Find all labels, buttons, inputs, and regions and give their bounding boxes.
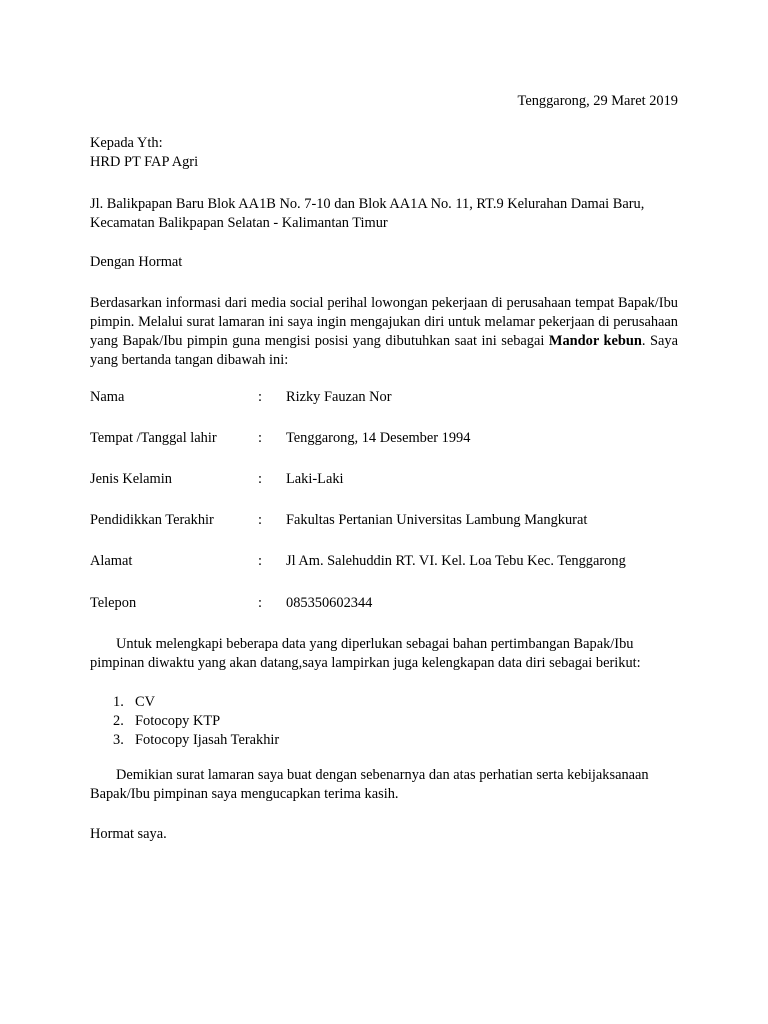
- detail-separator: :: [258, 595, 262, 611]
- list-number: 2.: [113, 713, 124, 729]
- detail-label: Jenis Kelamin: [90, 471, 172, 487]
- recipient-salutation: Kepada Yth:: [90, 135, 163, 151]
- detail-separator: :: [258, 512, 262, 528]
- detail-separator: :: [258, 471, 262, 487]
- intro-text-before: Berdasarkan informasi dari media social perihal lowongan pekerjaan di perusahaan tempat Bapak/Ibu pimpin. Melalui surat lamaran ini saya ingin mengajukan diri untuk melamar pekerjaan di perusahaan yang Bapak/Ibu pimpin guna mengisi posisi yang dibutuhkan saat ini sebagai: [90, 295, 678, 349]
- detail-label: Telepon: [90, 595, 137, 611]
- list-text: Fotocopy Ijasah Terakhir: [135, 732, 280, 748]
- list-number: 1.: [113, 694, 124, 710]
- detail-separator: :: [258, 389, 262, 405]
- list-text: Fotocopy KTP: [135, 713, 221, 729]
- detail-row-birth: [90, 429, 690, 448]
- address-line-2: Kecamatan Balikpapan Selatan - Kalimantan Timur: [90, 215, 388, 231]
- list-text: CV: [135, 694, 155, 710]
- detail-row-education: [90, 511, 690, 530]
- detail-value: Rizky Fauzan Nor: [286, 389, 392, 405]
- detail-label: Nama: [90, 389, 125, 405]
- recipient-address: [90, 195, 678, 233]
- detail-value: Laki-Laki: [286, 471, 344, 487]
- intro-paragraph: [90, 294, 678, 370]
- detail-row-gender: [90, 470, 690, 489]
- detail-separator: :: [258, 430, 262, 446]
- intro-text-after: . Saya yang bertanda tangan dibawah ini:: [90, 333, 679, 368]
- letter-date: Tenggarong, 29 Maret 2019: [517, 93, 678, 109]
- list-number: 3.: [113, 732, 124, 748]
- detail-row-phone: [90, 594, 690, 613]
- detail-row-name: [90, 388, 690, 407]
- attachment-intro-paragraph: Untuk melengkapi beberapa data yang diperlukan sebagai bahan pertimbangan Bapak/Ibu pimpinan diwaktu yang akan datang,saya lampirkan juga kelengkapan data diri sebagai berikut:: [90, 636, 641, 671]
- detail-value: Tenggarong, 14 Desember 1994: [286, 430, 471, 446]
- detail-label: Pendidikkan Terakhir: [90, 512, 214, 528]
- greeting: Dengan Hormat: [90, 254, 183, 270]
- closing-salutation: Hormat saya.: [90, 826, 167, 842]
- detail-value: 085350602344: [286, 595, 373, 611]
- detail-value: Jl Am. Salehuddin RT. VI. Kel. Loa Tebu Kec. Tenggarong: [286, 553, 626, 569]
- detail-row-address: [90, 552, 690, 571]
- recipient-block: [90, 134, 198, 172]
- recipient-company: HRD PT FAP Agri: [90, 154, 199, 170]
- detail-label: Tempat /Tanggal lahir: [90, 430, 217, 446]
- detail-value: Fakultas Pertanian Universitas Lambung Mangkurat: [286, 512, 588, 528]
- closing-paragraph: Demikian surat lamaran saya buat dengan sebenarnya dan atas perhatian serta kebijaksanaan Bapak/Ibu pimpinan saya mengucapkan terima kasih.: [90, 767, 649, 802]
- detail-label: Alamat: [90, 553, 133, 569]
- address-line-1: Jl. Balikpapan Baru Blok AA1B No. 7-10 dan Blok AA1A No. 11, RT.9 Kelurahan Damai Baru,: [90, 196, 645, 212]
- applied-position: Mandor kebun: [548, 333, 642, 349]
- detail-separator: :: [258, 553, 262, 569]
